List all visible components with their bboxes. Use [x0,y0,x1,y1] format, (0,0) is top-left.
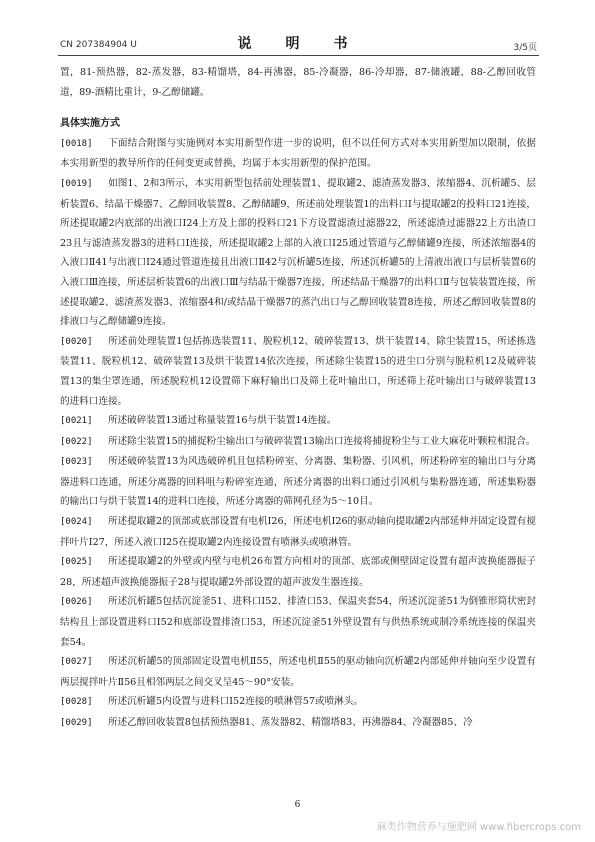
paragraph-number: [0018] [60,138,93,149]
paragraph [60,174,536,332]
paragraph-text: 所述除尘装置15的捕捉粉尘输出口与破碎装置13输出口连接将捕捉粉尘与工业大麻花叶颗粒相混合。 [108,435,536,447]
paragraph [60,713,536,734]
paragraph-number: [0027] [60,657,93,668]
paragraph [60,411,536,432]
paragraph-text: 所述破碎装置13通过称量装置16与烘干装置14连接。 [108,415,337,427]
paragraph-number: [0023] [60,457,93,468]
page-indicator: 3/5页 [513,43,537,53]
paragraph [60,134,536,174]
page-title: 说 明 书 [237,36,358,52]
paragraph [60,512,536,552]
paragraph-text: 所述沉析罐5的顶部固定设置电机Ⅱ55，所述电机Ⅱ55的驱动轴向沉析罐2内部延伸并轴向至少设置有两层搅拌叶片Ⅱ56且相邻两层之间交叉呈45～90°安装。 [60,656,536,688]
paragraph-number: [0025] [60,557,93,568]
paragraph-text: 所述沉析罐5内设置与进料口Ⅰ52连接的喷淋管57或喷淋头。 [108,696,363,708]
paragraph-text: 所述破碎装置13为风选破碎机且包括粉碎室、分离器、集粉器、引风机，所述粉碎室的输出口与分离器进料口连通，所述分离器的回料咀与粉碎室连通，所述分离器的出料口通过引风机与集粉器连通，所述集粉器的输出口与烘干装置14的进料口连接，所述分离器的筛网孔径为5～10目。 [60,456,536,508]
paragraph-number: [0019] [60,178,93,189]
paragraph-number: [0026] [60,597,93,608]
paragraph-number: [0022] [60,436,93,447]
document-id: CN 207384904 U [60,40,137,50]
paragraph-number: [0021] [60,416,93,427]
paragraph [60,692,536,713]
paragraph-number: [0020] [60,336,93,347]
paragraph-text: 下面结合附图与实施例对本实用新型作进一步的说明，但不以任何方式对本实用新型加以限制，依据本实用新型的教导所作的任何变更或替换，均属于本实用新型的保护范围。 [60,137,536,170]
paragraph-text: 所述提取罐2的顶部或底部设置有电机Ⅰ26，所述电机Ⅰ26的驱动轴向提取罐2内部延伸并固定设置有搅拌叶片Ⅰ27，所述入液口Ⅰ25在提取罐2内连接设置有喷淋头或喷淋管。 [60,516,536,548]
paragraph-list [60,134,536,734]
paragraph [60,552,536,592]
paragraph-text: 所述前处理装置1包括拣选装置11、脱粒机12、破碎装置13、烘干装置14、除尘装置15，所述拣选装置11、脱粒机12、破碎装置13及烘干装置14依次连接，所述除尘装置15的进尘口分别与脱粒机12及破碎装置13的集尘罩连通，所述脱粒机12设置筛下麻籽输出口及筛上花叶输出口，所述筛上花叶输出口与破碎装置13的进料口连接。 [60,335,536,407]
paragraph [60,432,536,453]
paragraph [60,592,536,652]
section-heading: 具体实施方式 [60,118,120,130]
paragraph-text: 所述沉析罐5包括沉淀釜51、进料口Ⅰ52、排渣口53、保温夹套54，所述沉淀釜51为倒锥形筒状密封结构且上部设置进料口Ⅰ52和底部设置排渣口53，所述沉淀釜51外壁设置有与供热系统或制冷系统连接的保温夹套54。 [60,596,536,648]
paragraph-number: [0024] [60,517,93,528]
paragraph-number: [0029] [60,718,93,728]
page-header [0,0,595,62]
paragraph-text: 所述乙醇回收装置8包括预热器81、蒸发器82、精馏塔83、再沸器84、冷凝器85、冷 [108,717,473,728]
paragraph-text: 所述提取罐2的外壁或内壁与电机26布置方向相对的顶部、底部或侧壁固定设置有超声波换能器振子28，所述超声波换能器振子28与提取罐2外部设置的超声波发生器连接。 [60,556,536,588]
continuation-text: 置，81-预热器，82-蒸发器，83-精馏塔，84-再沸器，85-冷凝器，86-冷却器，87-储液罐，88-乙醇回收管道，89-酒精比重计，9-乙醇储罐。 [60,67,536,98]
paragraph-text: 如图1、2和3所示，本实用新型包括前处理装置1、提取罐2、滤渣蒸发器3、浓缩器4、沉析罐5、层析装置6、结晶干燥器7、乙醇回收装置8、乙醇储罐9，所述前处理装置1的出料口Ⅰ与提取罐2的投料口21连接，所述提取罐2内底部的出液口Ⅰ24上方及上部的投料口21下方设置滤渣过滤器22，所述滤渣过滤器22上方出渣口23且与滤渣蒸发器3的进料口Ⅰ连接，所述提取罐2上部的入液口Ⅰ25通过管道与乙醇储罐9连接，所述浓缩器4的入液口Ⅱ41与出液口Ⅰ24通过管道连接且出液口Ⅱ42与沉析罐5连接，所述沉析罐5的上清液出液口与层析装置6的入液口Ⅲ连接，所述层析装置6的出液口Ⅲ与结晶干燥器7连接，所述结晶干燥器7的出料口Ⅱ与包装装置连接，所述提取罐2、滤渣蒸发器3、浓缩器4和/或结晶干燥器7的蒸汽出口与乙醇回收装置8连接，所述乙醇回收装置8的排液口与乙醇储罐9连接。 [60,177,536,328]
paragraph-number: [0028] [60,697,93,708]
page-number: 6 [294,800,301,810]
paragraph [60,332,536,411]
watermark: 麻类作物营养与施肥网 www.fibercrops.com [376,822,581,833]
document-body [60,63,536,734]
paragraph [60,452,536,512]
paragraph [60,652,536,692]
header-divider [58,55,539,56]
